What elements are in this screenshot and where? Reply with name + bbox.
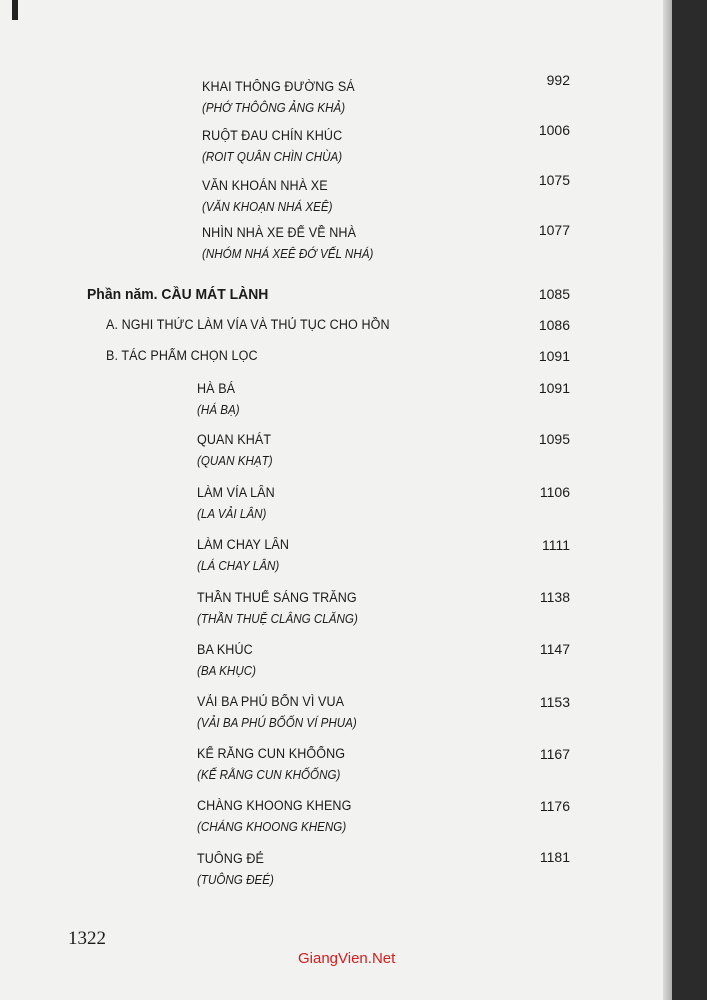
toc-entry-subtitle: (LÁ CHAY LÂN) <box>197 559 280 573</box>
toc-entry-subtitle: (VẢI BA PHÚ BỐỐN VÍ PHUA) <box>197 716 357 730</box>
toc-entry-page: 1091 <box>538 380 570 396</box>
toc-entry-title: VĂN KHOÁN NHÀ XE <box>202 178 328 193</box>
toc-entry-title: RUỘT ĐAU CHÍN KHÚC <box>202 128 343 143</box>
toc-entry-subtitle: (PHỚ THÔÔNG ẢNG KHẢ) <box>202 101 346 115</box>
toc-entry-page: 1095 <box>538 431 570 447</box>
scan-mark <box>12 0 18 20</box>
toc-entry-page: 1138 <box>539 589 570 605</box>
part-heading: Phần năm. CẦU MÁT LÀNH <box>87 286 269 303</box>
part-heading-page: 1085 <box>538 286 570 302</box>
section-a-title: A. NGHI THỨC LÀM VÍA VÀ THỦ TỤC CHO HỒN <box>106 317 390 332</box>
toc-entry-page: 1111 <box>541 537 570 553</box>
toc-entry-title: LÀM CHAY LÂN <box>197 537 290 552</box>
watermark: GiangVien.Net <box>298 950 396 967</box>
toc-entry-title: BA KHÚC <box>197 642 253 657</box>
toc-entry-subtitle: (THẦN THUỆ CLÂNG CLĂNG) <box>197 612 358 626</box>
toc-entry-subtitle: (TUÔNG ĐEÉ) <box>197 873 274 887</box>
toc-entry-page: 1075 <box>538 172 570 188</box>
toc-entry-title: NHÌN NHÀ XE ĐỂ VỀ NHÀ <box>202 225 357 240</box>
scanner-border <box>672 0 707 1000</box>
toc-entry-title: QUAN KHÁT <box>197 432 272 447</box>
toc-entry-page: 1106 <box>539 484 570 500</box>
toc-entry-page: 1077 <box>538 222 570 238</box>
toc-entry-page: 1006 <box>538 122 570 138</box>
toc-entry-title: CHÀNG KHOONG KHENG <box>197 798 352 813</box>
toc-entry-page: 992 <box>546 72 570 88</box>
toc-entry-title: VẢI BA PHỦ BỐN VÌ VUA <box>197 694 345 709</box>
toc-entry-page: 1167 <box>539 746 570 762</box>
section-a-page: 1086 <box>538 317 570 333</box>
toc-entry-title: LÀM VÍA LÂN <box>197 485 275 500</box>
toc-entry-page: 1181 <box>539 849 570 865</box>
toc-entry-title: HÀ BÁ <box>197 381 236 396</box>
toc-entry-subtitle: (LA VẢI LÂN) <box>197 507 267 521</box>
toc-entry-subtitle: (KẾ RẰNG CUN KHỐỐNG) <box>197 768 341 782</box>
section-b-title: B. TÁC PHẨM CHỌN LỌC <box>106 348 258 363</box>
toc-entry-subtitle: (HÁ BẠ) <box>197 403 240 417</box>
toc-entry-page: 1153 <box>539 694 570 710</box>
toc-entry-subtitle: (CHÁNG KHOONG KHENG) <box>197 820 347 834</box>
toc-entry-subtitle: (QUAN KHẠT) <box>197 454 273 468</box>
toc-entry-page: 1147 <box>539 641 570 657</box>
toc-entry-subtitle: (VĂN KHOẠN NHÁ XEÊ) <box>202 200 333 214</box>
toc-entry-subtitle: (ROIT QUÂN CHÌN CHÙA) <box>202 150 343 164</box>
toc-entry-title: KẾ RẰNG CUN KHỐỐNG <box>197 746 346 761</box>
toc-entry-title: KHAI THÔNG ĐƯỜNG SÁ <box>202 79 355 94</box>
toc-entry-page: 1176 <box>539 798 570 814</box>
page-number: 1322 <box>68 928 106 949</box>
toc-entry-title: TUÔNG ĐẺ <box>197 851 265 866</box>
toc-entry-subtitle: (NHÓM NHÁ XEÊ ĐỚ VẾL NHÁ) <box>202 247 374 261</box>
toc-entry-title: THẦN THUẾ SÁNG TRĂNG <box>197 590 357 605</box>
toc-entry-subtitle: (BA KHỤC) <box>197 664 256 678</box>
section-b-page: 1091 <box>538 348 570 364</box>
